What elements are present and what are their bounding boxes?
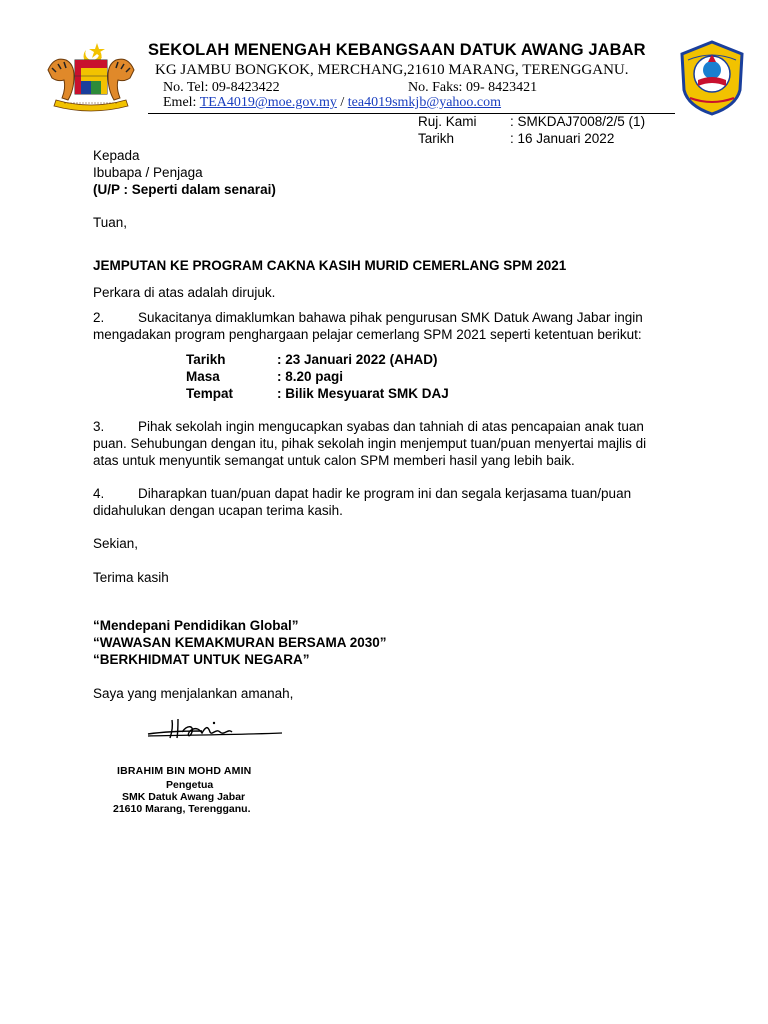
closing-sekian: Sekian,	[93, 536, 139, 551]
paragraph-1: Perkara di atas adalah dirujuk.	[93, 285, 276, 300]
paragraph-2-line-2: mengadakan program penghargaan pelajar cemerlang SPM 2021 seperti ketentuan berikut:	[93, 327, 642, 342]
paragraph-4-line-1: Diharapkan tuan/puan dapat hadir ke program ini dan segala kerjasama tuan/puan	[138, 486, 632, 501]
paragraph-3-line-3: atas untuk menyuntik semangat untuk calon SPM memberi hasil yang lebih baik.	[93, 453, 575, 468]
salutation: Tuan,	[93, 215, 128, 230]
paragraph-4-number: 4.	[93, 486, 105, 501]
slogan-3: “BERKHIDMAT UNTUK NEGARA”	[93, 652, 310, 667]
signatory-name: IBRAHIM BIN MOHD AMIN	[117, 765, 252, 777]
recipient-line-3: (U/P : Seperti dalam senarai)	[93, 182, 276, 197]
signatory-location: 21610 Marang, Terengganu.	[113, 803, 251, 815]
slogan-1: “Mendepani Pendidikan Global”	[93, 618, 299, 633]
coat-of-arms-logo	[42, 40, 140, 112]
detail-time-value: : 8.20 pagi	[277, 369, 344, 384]
ref-value: : SMKDAJ7008/2/5 (1)	[510, 114, 646, 129]
signatory-school: SMK Datuk Awang Jabar	[122, 791, 246, 803]
email-link-yahoo[interactable]: tea4019smkjb@yahoo.com	[347, 95, 502, 110]
detail-time-label: Masa	[186, 369, 220, 384]
detail-venue-value: : Bilik Mesyuarat SMK DAJ	[277, 386, 449, 401]
telephone-number: No. Tel: 09-8423422	[163, 80, 280, 95]
detail-venue-label: Tempat	[186, 386, 234, 401]
letter-subject: JEMPUTAN KE PROGRAM CAKNA KASIH MURID CEMERLANG SPM 2021	[93, 258, 567, 273]
email-link-moe[interactable]: TEA4019@moe.gov.my	[199, 95, 337, 110]
paragraph-3-number: 3.	[93, 419, 105, 434]
school-address: KG JAMBU BONGKOK, MERCHANG,21610 MARANG, TERENGGANU.	[155, 62, 629, 78]
email-label: Emel:	[163, 95, 200, 110]
email-line	[163, 95, 501, 111]
slogan-2: “WAWASAN KEMAKMURAN BERSAMA 2030”	[93, 635, 387, 650]
recipient-line-1: Kepada	[93, 148, 140, 163]
trust-line: Saya yang menjalankan amanah,	[93, 686, 294, 701]
recipient-line-2: Ibubapa / Penjaga	[93, 165, 203, 180]
paragraph-4-line-2: didahulukan dengan ucapan terima kasih.	[93, 503, 343, 518]
signatory-title: Pengetua	[166, 779, 214, 791]
paragraph-2-line-1: Sukacitanya dimaklumkan bahawa pihak pengurusan SMK Datuk Awang Jabar ingin	[138, 310, 643, 325]
paragraph-3-line-2: puan. Sehubungan dengan itu, pihak sekolah ingin menjemput tuan/puan menyertai majlis di	[93, 436, 647, 451]
school-crest-logo	[680, 40, 744, 116]
fax-number: No. Faks: 09- 8423421	[408, 80, 538, 95]
email-separator: /	[336, 95, 348, 110]
date-value: : 16 Januari 2022	[510, 131, 615, 146]
detail-date-value: : 23 Januari 2022 (AHAD)	[277, 352, 438, 367]
handwritten-signature	[142, 714, 287, 744]
closing-thanks: Terima kasih	[93, 570, 169, 585]
detail-date-label: Tarikh	[186, 352, 226, 367]
paragraph-2-number: 2.	[93, 310, 105, 325]
date-label: Tarikh	[418, 131, 455, 146]
school-name: SEKOLAH MENENGAH KEBANGSAAN DATUK AWANG JABAR	[148, 41, 646, 59]
ref-label: Ruj. Kami	[418, 114, 477, 129]
paragraph-3-line-1: Pihak sekolah ingin mengucapkan syabas dan tahniah di atas pencapaian anak tuan	[138, 419, 644, 434]
